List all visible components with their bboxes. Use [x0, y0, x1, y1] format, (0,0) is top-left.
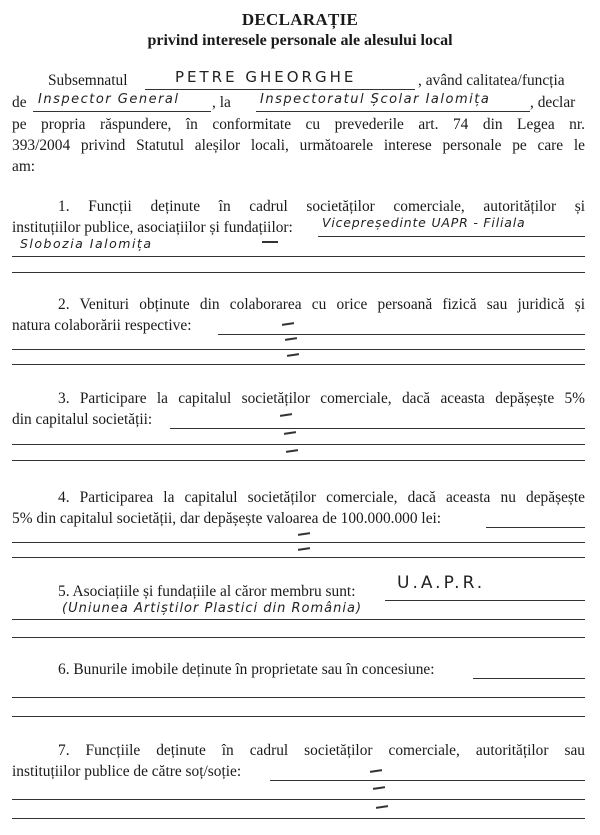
section2-dash1 — [282, 322, 294, 326]
section1-line2: instituțiilor publice, asociațiilor și fundațiilor: — [12, 219, 293, 236]
section2-line1: 2. Venituri obținute din colaborarea cu orice persoană fizică sau juridică și — [58, 296, 585, 313]
intro-avand: , având calitatea/funcția — [418, 72, 565, 89]
section5-answer-line2 — [12, 619, 585, 620]
section4-answer-line1 — [486, 527, 585, 528]
section2-answer-line1 — [218, 334, 585, 335]
intro-la: , la — [212, 94, 231, 111]
section1-answer-line2 — [12, 256, 585, 257]
section2-dash3 — [287, 353, 299, 357]
institution-line — [256, 111, 530, 112]
section4-dash1 — [298, 532, 310, 536]
handwritten-name: PETRE GHEORGHE — [175, 68, 357, 86]
section5-handwritten-line1: U.A.P.R. — [397, 573, 486, 593]
section4-dash2 — [298, 547, 310, 551]
section3-dash3 — [286, 449, 298, 453]
section5-handwritten-line2: (Uniunea Artiștilor Plastici din România) — [62, 601, 363, 616]
section3-answer-line1 — [170, 428, 585, 429]
section1-handwritten-line2: Slobozia Ialomița — [20, 236, 153, 251]
section4-answer-line2 — [12, 542, 585, 543]
section3-answer-line2 — [12, 444, 585, 445]
section3-answer-line3 — [12, 460, 585, 461]
section5-answer-line1 — [385, 600, 585, 601]
section3-line2: din capitalul societății: — [12, 411, 153, 428]
section3-line1: 3. Participare la capitalul societăților comerciale, dacă aceasta depășește 5% — [58, 390, 585, 407]
intro-declar: , declar — [530, 94, 576, 111]
section7-line1: 7. Funcțiile deținute în cadrul societăților comerciale, autorităților sau — [58, 742, 585, 759]
section7-dash1 — [370, 769, 382, 773]
section3-dash2 — [284, 431, 296, 435]
section2-dash2 — [285, 337, 297, 341]
section6-line1: 6. Bunurile imobile deținute în proprietate sau în concesiune: — [58, 661, 435, 678]
section1-line1: 1. Funcții deținute în cadrul societăților comerciale, autorităților și — [58, 198, 585, 215]
section1-handwritten-line1: Vicepreședinte UAPR - Filiala — [322, 215, 526, 230]
intro-line4: 393/2004 privind Statutul aleșilor locali, următoarele interese personale pe care le — [12, 137, 585, 154]
section5-answer-line3 — [12, 637, 585, 638]
intro-line5: am: — [12, 158, 36, 175]
section7-answer-line2 — [12, 799, 585, 800]
section4-line1: 4. Participarea la capitalul societăților comerciale, dacă aceasta nu depășește — [58, 489, 585, 506]
section7-dash3 — [376, 805, 388, 809]
section1-answer-line1 — [318, 236, 585, 237]
section1-dash — [262, 241, 278, 243]
section7-answer-line3 — [12, 818, 585, 819]
name-line — [145, 89, 415, 90]
intro-subsemnatul: Subsemnatul — [48, 72, 128, 89]
section3-dash1 — [280, 413, 292, 417]
section7-line2: instituțiilor publice de către soț/soție: — [12, 763, 242, 780]
page-subtitle: privind interesele personale ale alesului local — [147, 32, 453, 49]
section2-answer-line3 — [12, 364, 585, 365]
page-title: DECLARAȚIE — [241, 10, 359, 29]
section4-answer-line3 — [12, 557, 585, 558]
function-line — [33, 111, 211, 112]
section1-answer-line3 — [12, 272, 585, 273]
intro-de: de — [12, 94, 27, 111]
section7-dash2 — [373, 786, 385, 790]
section6-answer-line2 — [12, 697, 585, 698]
handwritten-function: Inspector General — [38, 92, 180, 107]
section5-line1: 5. Asociațiile și fundațiile al căror membru sunt: — [58, 583, 356, 600]
handwritten-institution: Inspectoratul Școlar Ialomița — [260, 92, 491, 107]
section7-answer-line1 — [270, 780, 585, 781]
section4-line2: 5% din capitalul societății, dar depășește valoarea de 100.000.000 lei: — [12, 510, 442, 527]
intro-line3: pe propria răspundere, în conformitate cu prevederile art. 74 din Legea nr. — [12, 116, 585, 133]
section6-answer-line3 — [12, 716, 585, 717]
section2-line2: natura colaborării respective: — [12, 317, 192, 334]
section6-answer-line1 — [473, 678, 585, 679]
section2-answer-line2 — [12, 349, 585, 350]
